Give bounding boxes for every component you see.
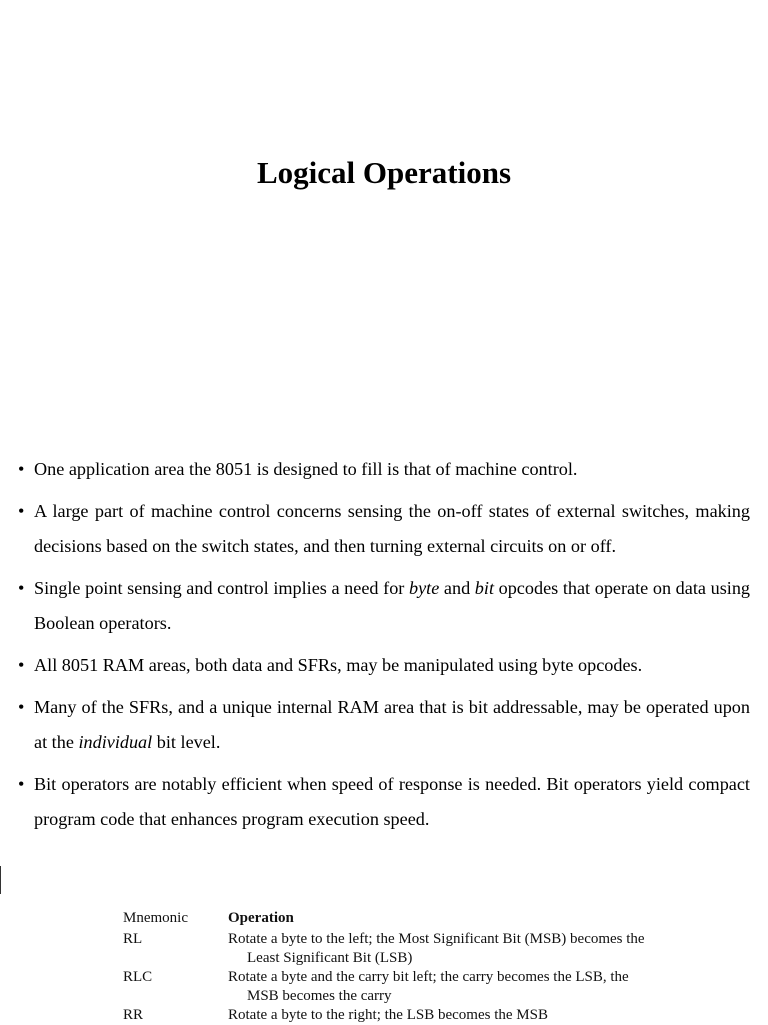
cell-operation — [228, 1006, 703, 1025]
cell-mnemonic: RLC — [123, 969, 153, 985]
bullet-text: Many of the SFRs, and a unique internal RAM area that is bit addressable, may be operated upon at the — [34, 697, 750, 752]
table-row — [123, 1006, 703, 1025]
bullet-text: Single point sensing and control implies a need for — [34, 578, 409, 598]
bullet-text-italic: bit — [474, 578, 494, 598]
list-item — [18, 494, 750, 564]
list-item — [18, 648, 750, 683]
bullet-marker: • — [18, 501, 25, 521]
operation-line: Rotate a byte to the left; the Most Significant Bit (MSB) becomes the — [228, 931, 645, 947]
cell-mnemonic: RR — [123, 1007, 144, 1023]
bullet-text-italic: individual — [78, 732, 153, 752]
bullet-list — [18, 452, 750, 844]
cell-operation — [228, 968, 703, 1006]
table-row — [123, 930, 703, 968]
bullet-marker: • — [18, 459, 25, 479]
bullet-marker: • — [18, 578, 25, 598]
table-header — [123, 906, 703, 930]
list-item — [18, 690, 750, 760]
bullet-text: bit level. — [152, 732, 221, 752]
list-item — [18, 571, 750, 641]
bullet-text: All 8051 RAM areas, both data and SFRs, may be manipulated using byte opcodes. — [34, 655, 643, 675]
list-item — [18, 452, 750, 487]
header-mnemonic: Mnemonic — [123, 910, 188, 926]
list-item — [18, 767, 750, 837]
bullet-text-italic: byte — [408, 578, 440, 598]
bullet-text: opcodes that operate on data using Boolean operators. — [34, 578, 751, 633]
bullet-marker: • — [18, 655, 25, 675]
cell-operation — [228, 930, 703, 968]
bullet-marker: • — [18, 774, 25, 794]
table-row — [123, 968, 703, 1006]
bullet-marker: • — [18, 697, 25, 717]
page-title: Logical Operations — [256, 155, 512, 190]
bullet-text: and — [439, 578, 475, 598]
cell-mnemonic: RL — [123, 931, 143, 947]
operation-line: Rotate a byte to the right; the LSB becomes the MSB — [228, 1007, 548, 1023]
mnemonic-table — [123, 906, 703, 1025]
operation-line: Rotate a byte and the carry bit left; the carry becomes the LSB, the — [228, 969, 629, 985]
bullet-text: Bit operators are notably efficient when speed of response is needed. Bit operators yield compact program code that enhances program execution speed. — [34, 774, 750, 829]
divider — [0, 866, 1, 894]
operation-line: Least Significant Bit (LSB) — [247, 950, 413, 966]
bullet-text: One application area the 8051 is designed to fill is that of machine control. — [34, 459, 578, 479]
operation-line: MSB becomes the carry — [247, 988, 392, 1004]
header-operation: Operation — [228, 910, 294, 926]
bullet-text: A large part of machine control concerns sensing the on-off states of external switches, making decisions based on the switch states, and then turning external circuits on or off. — [34, 501, 750, 556]
